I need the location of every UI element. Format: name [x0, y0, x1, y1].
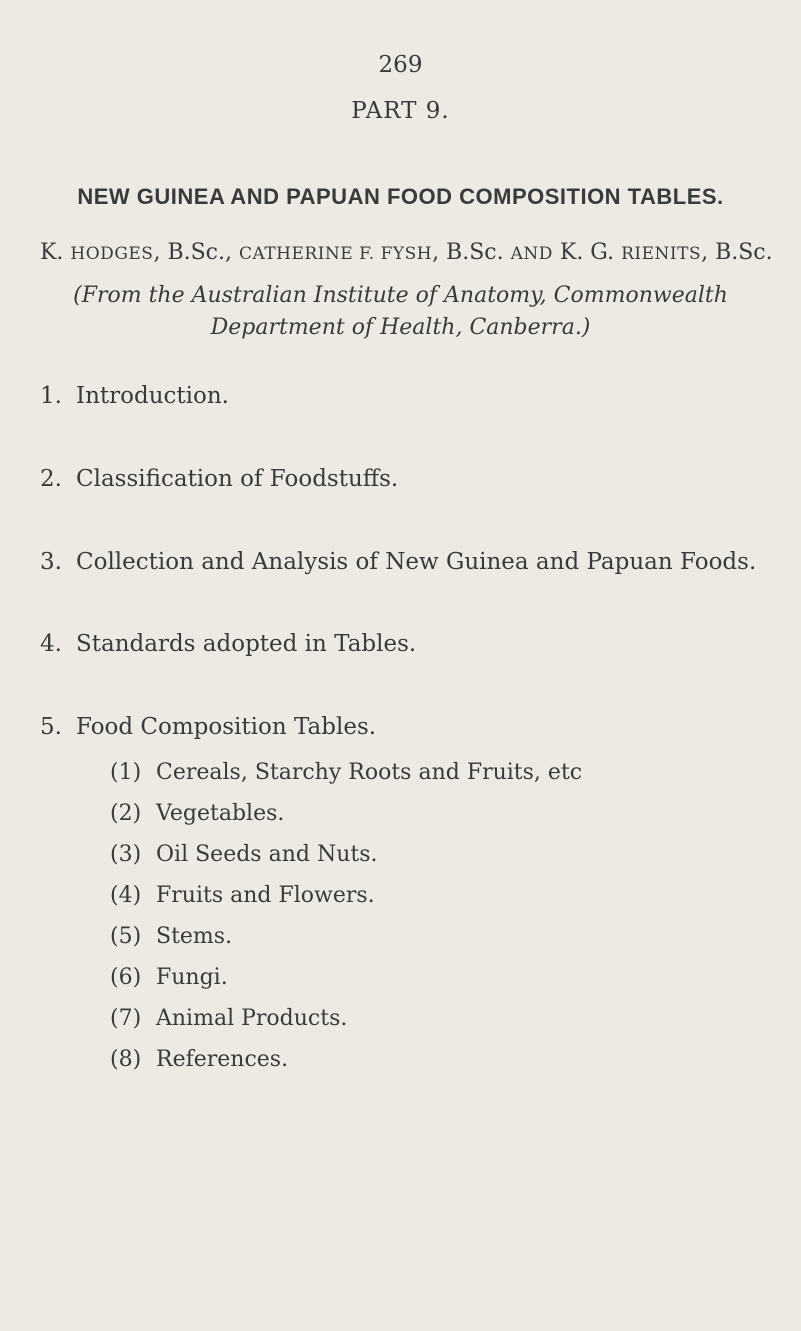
author-1-initial: K. [40, 240, 71, 265]
subsection-number: (8) [110, 1047, 142, 1072]
section-number: 2. [40, 466, 62, 492]
section-item [40, 549, 756, 575]
section-label: Classification of Foodstuffs. [76, 466, 399, 492]
subsection-item [110, 924, 232, 949]
subsection-number: (4) [110, 883, 142, 908]
subsection-number: (7) [110, 1006, 142, 1031]
section-label: Collection and Analysis of New Guinea and Papuan Foods. [76, 549, 757, 575]
document-title: NEW GUINEA AND PAPUAN FOOD COMPOSITION TABLES. [77, 184, 724, 209]
subsection-label: Animal Products. [156, 1006, 348, 1031]
section-item [40, 714, 376, 740]
affiliation-line-1: (From the Australian Institute of Anatomy, Commonwealth [73, 283, 728, 308]
part-heading: PART 9. [351, 98, 450, 124]
subsection-label: Vegetables. [156, 801, 285, 826]
author-line [40, 240, 773, 265]
subsection-item [110, 1047, 288, 1072]
section-item [40, 466, 398, 492]
subsection-number: (2) [110, 801, 142, 826]
subsection-number: (5) [110, 924, 142, 949]
subsection-item [110, 760, 582, 785]
affiliation-line-2: Department of Health, Canberra.) [210, 315, 591, 340]
author-3-initial: K. G. [552, 240, 622, 265]
section-label: Food Composition Tables. [76, 714, 377, 740]
section-number: 1. [40, 383, 62, 409]
author-1-name: HODGES [70, 244, 154, 264]
section-label: Standards adopted in Tables. [76, 631, 417, 657]
author-2-degree: , B.Sc. [432, 240, 511, 265]
subsection-item [110, 1006, 347, 1031]
subsection-number: (1) [110, 760, 142, 785]
subsection-label: Fungi. [156, 965, 228, 990]
subsection-number: (6) [110, 965, 142, 990]
section-number: 5. [40, 714, 62, 740]
section-number: 3. [40, 549, 62, 575]
author-3-name: RIENITS [621, 244, 702, 264]
subsection-number: (3) [110, 842, 142, 867]
section-number: 4. [40, 631, 62, 657]
subsection-item [110, 965, 228, 990]
author-conjunction: AND [510, 244, 553, 264]
subsection-label: Oil Seeds and Nuts. [156, 842, 378, 867]
subsection-label: Stems. [156, 924, 233, 949]
section-label: Introduction. [76, 383, 229, 409]
author-1-degree: , B.Sc., [153, 240, 239, 265]
subsection-label: References. [156, 1047, 289, 1072]
page-number: 269 [378, 52, 423, 78]
subsection-label: Cereals, Starchy Roots and Fruits, etc [156, 760, 583, 785]
subsection-item [110, 883, 375, 908]
author-3-degree: , B.Sc. [701, 240, 773, 265]
subsection-item [110, 842, 377, 867]
section-item [40, 383, 229, 409]
section-item [40, 631, 416, 657]
author-2-name: CATHERINE F. FYSH [238, 244, 433, 264]
subsection-item [110, 801, 284, 826]
subsection-label: Fruits and Flowers. [156, 883, 375, 908]
